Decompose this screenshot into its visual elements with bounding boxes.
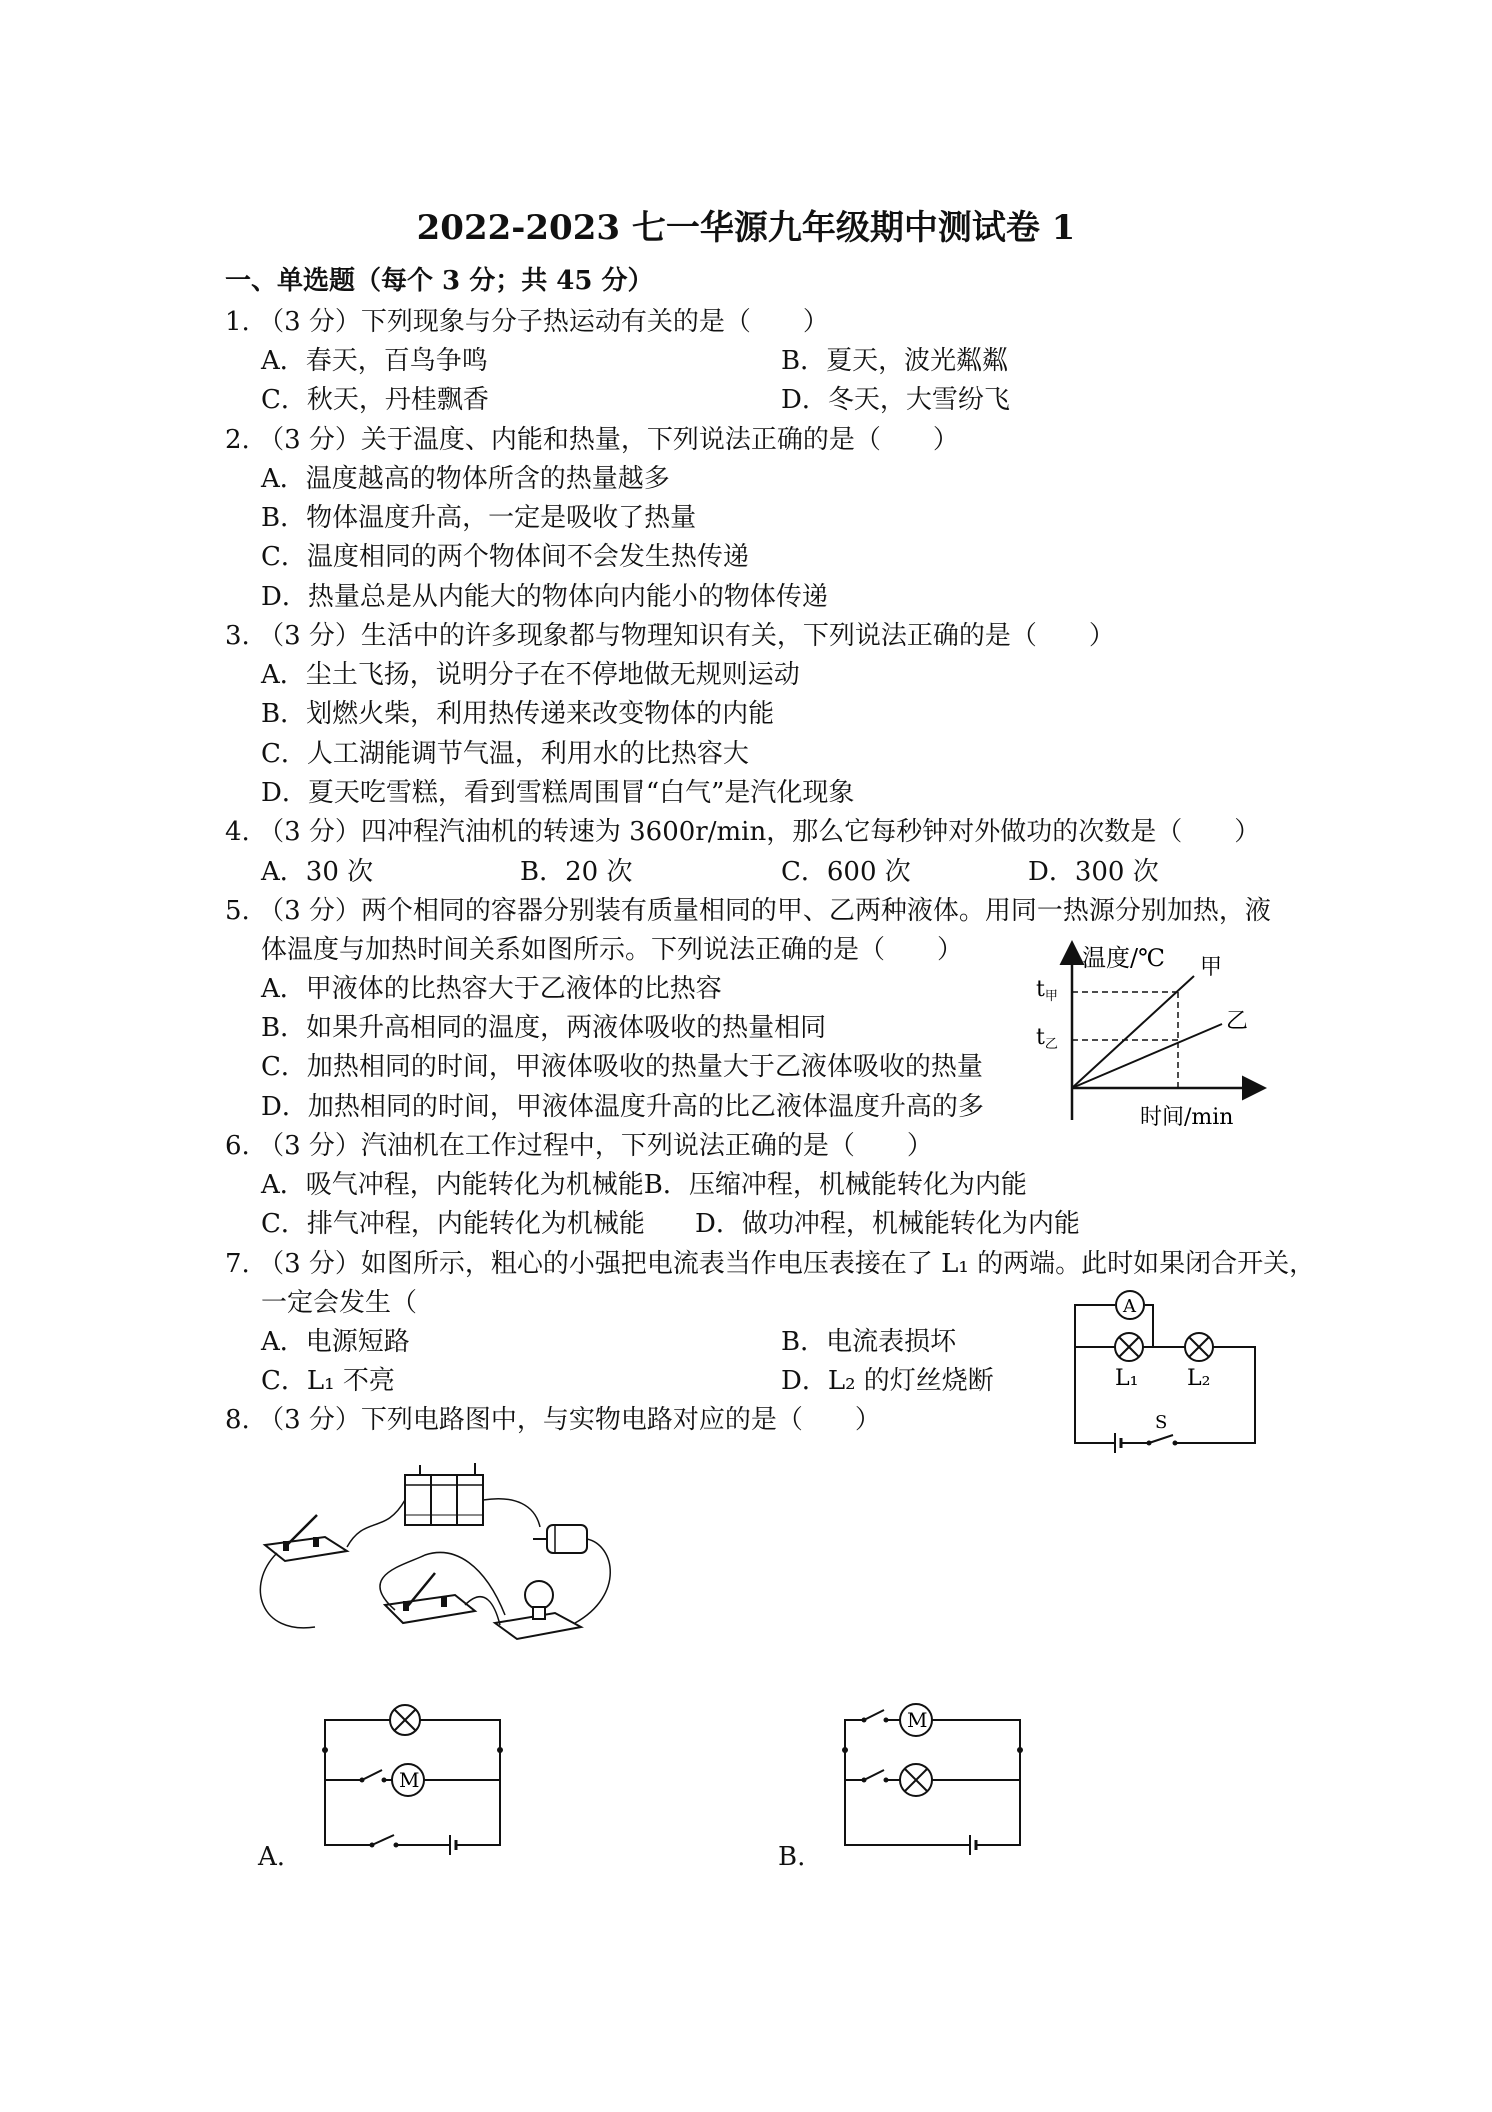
lamp-l2-icon [1185,1333,1213,1361]
q6-option-c: C．排气冲程，内能转化为机械能 [261,1209,645,1239]
switch-label: S [1155,1412,1168,1433]
line-jia [1072,976,1194,1088]
bulb-icon [495,1581,581,1639]
q7-stem-line2: 一定会发生（ [261,1288,418,1318]
q7-option-b: B．电流表损坏 [781,1327,957,1357]
line-yi-label: 乙 [1226,1009,1249,1034]
lamp-l1-icon [1115,1333,1143,1361]
q2-option-b: B．物体温度升高，一定是吸收了热量 [261,503,697,533]
lamp-l2-label: L₂ [1187,1366,1211,1391]
q6-option-d: D．做功冲程，机械能转化为内能 [695,1209,1080,1239]
line-jia-label: 甲 [1200,955,1223,980]
battery-icon [1107,1433,1147,1453]
q3-option-d: D．夏天吃雪糕，看到雪糕周围冒“白气”是汽化现象 [261,778,855,808]
q1-stem: 1. （3 分）下列现象与分子热运动有关的是（ ） [225,307,829,337]
t-yi-label: t乙 [1036,1025,1058,1052]
x-axis-label: 时间/min [1140,1105,1234,1130]
q3-stem: 3. （3 分）生活中的许多现象都与物理知识有关，下列说法正确的是（ ） [225,621,1115,651]
q3-option-c: C．人工湖能调节气温，利用水的比热容大 [261,739,749,769]
q5-stem-line2: 体温度与加热时间关系如图所示。下列说法正确的是（ ） [261,935,964,965]
motor-icon [533,1525,587,1553]
q1-option-d: D．冬天，大雪纷飞 [781,385,1010,415]
q1-option-a: A．春天，百鸟争鸣 [261,346,488,376]
battery-icon [970,1835,976,1855]
main-switch-icon [370,1835,399,1848]
q8-physical-circuit [255,1455,655,1655]
switch-icon [360,1770,387,1783]
q5-option-d: D．加热相同的时间，甲液体温度升高的比乙液体温度升高的多 [261,1092,984,1122]
q7-circuit-diagram [1075,1285,1265,1460]
q5-stem-line1: 5. （3 分）两个相同的容器分别装有质量相同的甲、乙两种液体。用同一热源分别加热，液 [225,896,1271,926]
ammeter-label: A [1123,1296,1136,1317]
motor-label: M [399,1768,420,1792]
q2-option-d: D．热量总是从内能大的物体向内能小的物体传递 [261,582,828,612]
q6-stem: 6. （3 分）汽油机在工作过程中，下列说法正确的是（ ） [225,1131,933,1161]
lamp-l1-label: L₁ [1115,1366,1139,1391]
q7-option-d: D．L₂ 的灯丝烧断 [781,1366,994,1396]
y-axis-label: 温度/℃ [1082,944,1165,972]
q7-stem-line1: 7. （3 分）如图所示，粗心的小强把电流表当作电压表接在了 L₁ 的两端。此时如果闭合开关， [225,1249,1316,1279]
line-yi [1072,1024,1222,1088]
lamp-icon [900,1764,932,1796]
battery-icon [450,1835,456,1855]
t-jia-label: t甲 [1036,977,1058,1004]
q4-option-d: D．300 次 [1028,857,1159,887]
q8-circuit-a [300,1690,520,1870]
q2-option-c: C．温度相同的两个物体间不会发生热传递 [261,542,749,572]
battery-pack-icon [405,1463,483,1525]
switch-icon [862,1770,889,1783]
q6-option-ab: A．吸气冲程，内能转化为机械能B．压缩冲程，机械能转化为内能 [261,1170,1027,1200]
q4-option-c: C．600 次 [781,857,911,887]
page-title: 2022-2023 七一华源九年级期中测试卷 1 [416,208,1076,248]
knife-switch-2-icon [385,1573,475,1623]
q7-option-a: A．电源短路 [261,1327,410,1357]
q8-option-b-label: B. [778,1842,806,1872]
switch-icon [1147,1435,1178,1446]
q8-circuit-b [820,1690,1040,1870]
q2-stem: 2. （3 分）关于温度、内能和热量，下列说法正确的是（ ） [225,425,959,455]
q5-option-c: C．加热相同的时间，甲液体吸收的热量大于乙液体吸收的热量 [261,1052,983,1082]
q8-option-a-label: A. [258,1842,286,1872]
lamp-icon [390,1705,420,1735]
q7-option-c: C．L₁ 不亮 [261,1366,395,1396]
q4-option-a: A．30 次 [261,857,374,887]
motor-label: M [907,1708,928,1732]
switch-icon [862,1710,889,1723]
q1-option-b: B．夏天，波光粼粼 [781,346,1009,376]
q3-option-a: A．尘土飞扬，说明分子在不停地做无规则运动 [261,660,800,690]
q5-temperature-graph [1030,940,1270,1130]
knife-switch-1-icon [265,1515,347,1561]
q3-option-b: B．划燃火柴，利用热传递来改变物体的内能 [261,699,775,729]
q2-option-a: A．温度越高的物体所含的热量越多 [261,464,670,494]
q8-stem: 8. （3 分）下列电路图中，与实物电路对应的是（ ） [225,1405,881,1435]
q1-option-c: C．秋天，丹桂飘香 [261,385,489,415]
q4-stem: 4. （3 分）四冲程汽油机的转速为 3600r/min，那么它每秒钟对外做功的次数是（ ） [225,817,1261,847]
q5-option-a: A．甲液体的比热容大于乙液体的比热容 [261,974,722,1004]
q5-option-b: B．如果升高相同的温度，两液体吸收的热量相同 [261,1013,827,1043]
section-heading: 一、单选题（每个 3 分；共 45 分） [225,266,654,296]
q4-option-b: B．20 次 [520,857,633,887]
